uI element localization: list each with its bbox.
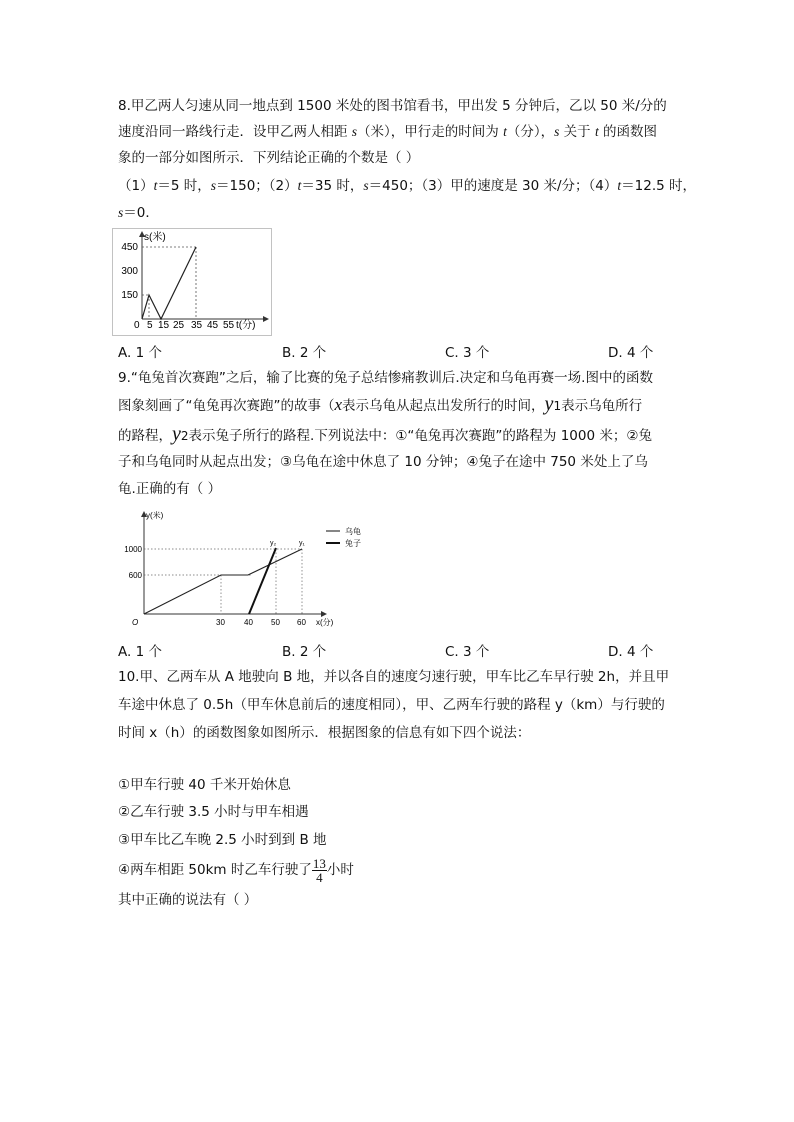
q10-statement-1: ①甲车行驶 40 千米开始休息 <box>118 777 291 793</box>
q10-line-3: 时间 x（h）的函数图象如图所示．根据图象的信息有如下四个说法： <box>118 725 531 741</box>
q8-ytick: 450 <box>121 242 138 253</box>
q8-xtick: 5 <box>147 320 153 331</box>
q8-ytick: 300 <box>121 266 138 277</box>
q8-choice-a[interactable]: A. 1 个 <box>118 345 162 361</box>
q10-statement-2: ②乙车行驶 3.5 小时与甲车相遇 <box>118 804 309 820</box>
q9-xtick: 50 <box>271 618 280 627</box>
q8-choice-c[interactable]: C. 3 个 <box>445 345 490 361</box>
q9-choice-a[interactable]: A. 1 个 <box>118 644 162 660</box>
q9-ytick: 600 <box>128 571 142 580</box>
q9-line-5: 龟.正确的有（ ） <box>118 481 222 497</box>
q10-line-2: 车途中休息了 0.5h（甲车休息前后的速度相同），甲、乙两车行驶的路程 y（km）与行驶的 <box>118 697 665 713</box>
q9-x-label: x(分) <box>316 618 334 627</box>
q10-statement-3: ③甲车比乙车晚 2.5 小时到到 B 地 <box>118 832 327 848</box>
q9-turtle-line <box>144 549 302 614</box>
q9-line-1: 9.“龟兔首次赛跑”之后，输了比赛的兔子总结惨痛教训后.决定和乌龟再赛一场.图中的函数 <box>118 370 653 386</box>
q8-graph <box>112 228 272 336</box>
q9-line-4: 子和乌龟同时从起点出发；③乌龟在途中休息了 10 分钟；④兔子在途中 750 米处上了乌 <box>118 454 648 470</box>
q9-line-2: 图象刻画了“龟兔再次赛跑”的故事（x表示乌龟从起点出发所行的时间，y1表示乌龟所行 <box>118 393 643 415</box>
q8-line-3: 象的一部分如图所示．下列结论正确的个数是（ ） <box>118 150 420 166</box>
q9-y-label: y(米) <box>146 511 164 520</box>
q8-line-4: （1）t＝5 时，s＝150；（2）t＝35 时，s＝450；（3）甲的速度是 30 米/分；（4）t＝12.5 时， <box>118 178 697 194</box>
q9-origin: O <box>132 618 139 627</box>
q9-choices <box>118 640 678 660</box>
q9-graph <box>112 508 382 630</box>
q8-xtick: 25 <box>173 320 185 331</box>
q8-line-1: 8.甲乙两人匀速从同一地点到 1500 米处的图书馆看书，甲出发 5 分钟后，乙以 50 米/分的 <box>118 98 667 114</box>
q9-choice-d[interactable]: D. 4 个 <box>608 644 654 660</box>
q9-choice-b[interactable]: B. 2 个 <box>282 644 327 660</box>
thirteen-fourths-fraction: $\frac{13}{4}$ <box>312 855 326 885</box>
q9-legend-rabbit: 兔子 <box>345 539 361 548</box>
q9-y2-label: y₂ <box>270 540 277 547</box>
q8-choice-b[interactable]: B. 2 个 <box>282 345 327 361</box>
q9-rabbit-line <box>249 548 276 614</box>
q8-distance-line <box>142 247 196 319</box>
q8-line-5: s＝0． <box>118 205 159 221</box>
q9-legend-turtle: 乌龟 <box>345 527 361 536</box>
q8-x-label: t(分) <box>236 320 256 331</box>
q9-choice-c[interactable]: C. 3 个 <box>445 644 490 660</box>
q10-statement-4: ④两车相距 50km 时乙车行驶了 $\frac{13}{4}$ 小时 <box>118 855 354 885</box>
q8-origin: 0 <box>134 320 140 331</box>
q8-line-2: 速度沿同一路线行走．设甲乙两人相距 s（米），甲行走的时间为 t（分），s 关于 t 的函数图 <box>118 124 658 140</box>
q9-xtick: 60 <box>297 618 306 627</box>
q8-xtick: 15 <box>158 320 170 331</box>
q10-line-1: 10.甲、乙两车从 A 地驶向 B 地，并以各自的速度匀速行驶，甲车比乙车早行驶 2h，并且甲 <box>118 669 670 685</box>
q8-xtick: 45 <box>207 320 219 331</box>
q8-choices <box>118 341 678 361</box>
q8-y-label: s(米) <box>144 232 166 243</box>
q9-ytick: 1000 <box>124 545 142 554</box>
q10-prompt: 其中正确的说法有（ ） <box>118 892 258 908</box>
q9-xtick: 30 <box>216 618 225 627</box>
q9-xtick: 40 <box>244 618 253 627</box>
q8-ytick: 150 <box>121 290 138 301</box>
q8-xtick: 35 <box>191 320 203 331</box>
q8-choice-d[interactable]: D. 4 个 <box>608 345 654 361</box>
q8-xtick: 55 <box>223 320 235 331</box>
q9-y1-label: y₁ <box>299 540 305 547</box>
q9-line-3: 的路程，y2表示兔子所行的路程.下列说法中：①“龟兔再次赛跑”的路程为 1000 米；②兔 <box>118 423 652 445</box>
